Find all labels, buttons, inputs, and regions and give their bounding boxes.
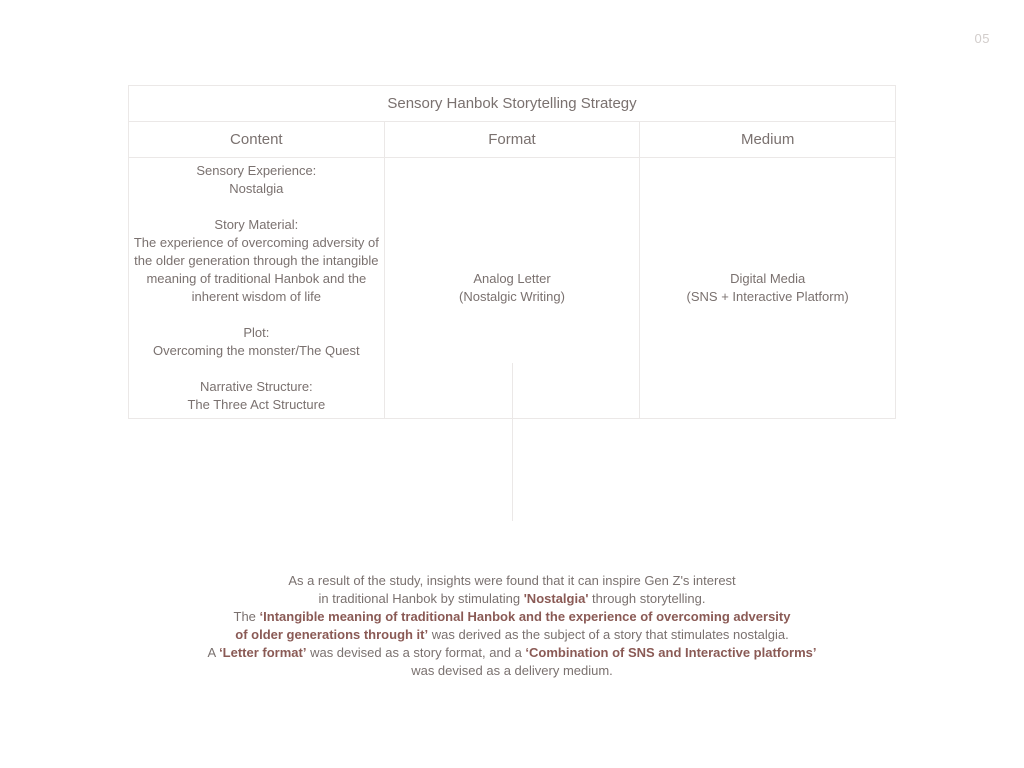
sensory-block — [133, 162, 380, 198]
summary-line — [112, 644, 912, 662]
summary-text-span: A — [207, 645, 220, 660]
page-number: 05 — [974, 31, 990, 46]
summary-line — [112, 626, 912, 644]
table-title: Sensory Hanbok Storytelling Strategy — [129, 86, 896, 122]
summary-text — [112, 572, 912, 680]
sensory-label: Sensory Experience: — [196, 163, 317, 178]
connector-line — [512, 363, 513, 521]
plot-label: Plot: — [243, 325, 270, 340]
highlight-subject: ‘Intangible meaning of traditional Hanbok and the experience of overcoming adversity — [259, 609, 791, 624]
summary-line: As a result of the study, insights were found that it can inspire Gen Z's interest — [288, 573, 736, 588]
summary-line — [112, 608, 912, 626]
format-line: Analog Letter — [473, 271, 551, 286]
format-line: (Nostalgic Writing) — [459, 289, 565, 304]
highlight-subject-cont: of older generations through it’ — [235, 627, 429, 642]
story-value-line: the older generation through the intangible — [134, 253, 379, 268]
sensory-value: Nostalgia — [229, 181, 284, 196]
summary-text-span: was derived as the subject of a story that stimulates nostalgia. — [428, 627, 789, 642]
summary-line — [112, 590, 912, 608]
header-content: Content — [129, 122, 385, 158]
content-cell — [129, 158, 385, 419]
header-format: Format — [384, 122, 640, 158]
structure-value: The Three Act Structure — [187, 397, 326, 412]
highlight-nostalgia: 'Nostalgia' — [523, 591, 589, 606]
medium-line: (SNS + Interactive Platform) — [686, 289, 849, 304]
summary-text-span: was devised as a story format, and a — [306, 645, 526, 660]
story-block — [133, 216, 380, 306]
summary-text-span: The — [233, 609, 260, 624]
story-value-line: meaning of traditional Hanbok and the — [146, 271, 367, 286]
summary-text-span: in traditional Hanbok by stimulating — [318, 591, 524, 606]
structure-label: Narrative Structure: — [199, 379, 313, 394]
plot-block — [133, 324, 380, 360]
medium-cell — [640, 158, 896, 419]
summary-text-span: through storytelling. — [588, 591, 706, 606]
story-label: Story Material: — [214, 217, 299, 232]
highlight-letter-format: ‘Letter format’ — [219, 645, 307, 660]
summary-line: was devised as a delivery medium. — [411, 663, 613, 678]
plot-value: Overcoming the monster/The Quest — [153, 343, 360, 358]
header-medium: Medium — [640, 122, 896, 158]
story-value-line: The experience of overcoming adversity of — [133, 235, 379, 250]
medium-line: Digital Media — [730, 271, 806, 286]
story-value-line: inherent wisdom of life — [191, 289, 321, 304]
highlight-medium: ‘Combination of SNS and Interactive platforms’ — [525, 645, 817, 660]
structure-block — [133, 378, 380, 414]
